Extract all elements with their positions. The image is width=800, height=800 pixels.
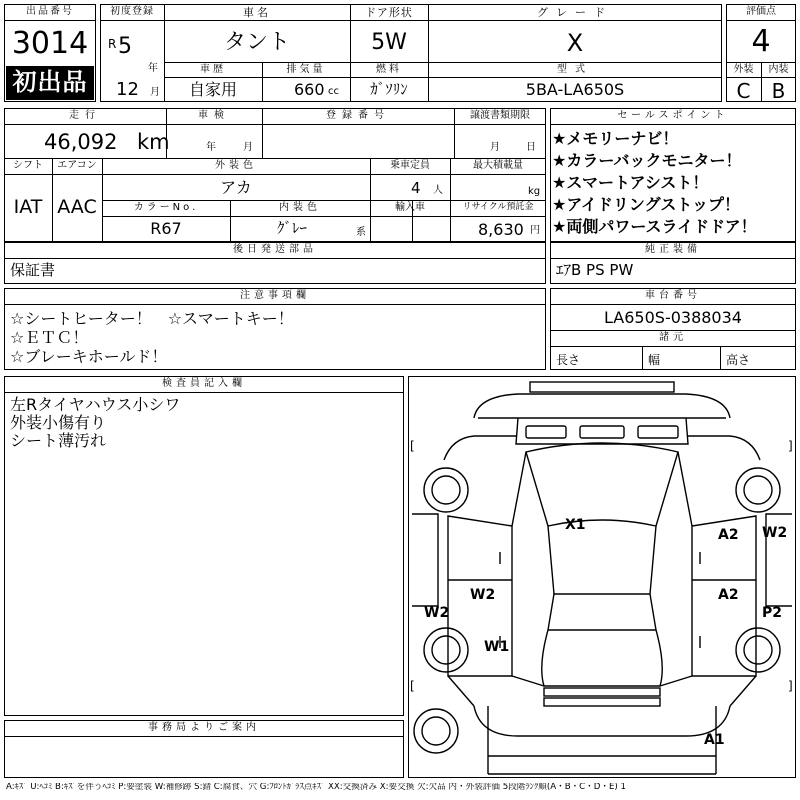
shift-label: シフト (13, 160, 43, 171)
ac-label: エアコン (57, 160, 97, 171)
color-label: 外装色 (215, 160, 257, 171)
inspector-label: 検査員記入欄 (162, 378, 246, 389)
capacity: 4 (411, 179, 421, 197)
year-unit: 年 (148, 63, 158, 74)
transfer-month: 月 (490, 142, 500, 153)
recycle-unit: 円 (530, 225, 540, 236)
int-grade: B (771, 79, 786, 103)
inspection-year: 年 (206, 142, 216, 153)
capacity-unit: 人 (433, 185, 443, 196)
damage-mark: X1 (565, 517, 586, 533)
displacement: 660 (294, 80, 325, 99)
transfer-day: 日 (526, 142, 536, 153)
mileage-unit: km (137, 130, 170, 154)
damage-mark: P2 (762, 605, 783, 621)
damage-mark: W1 (484, 639, 510, 655)
displacement-label: 排気量 (286, 64, 326, 75)
sales-point: ★スマートアシスト！ (552, 173, 709, 192)
sales-points-label: セールスポイント (617, 110, 729, 121)
fuel-label: 燃料 (376, 64, 402, 75)
caution-item: ☆ＥＴＣ！ (10, 328, 89, 347)
legend: A:ｷｽﾞ U:ﾍｺﾐ B:ｷｽﾞを伴うﾍｺﾐ P:要塗装 W:補修跡 S:錆 C:腐食、穴 G:ﾌﾛﾝﾄｶﾞﾗｽ点ｷｽﾞ XX:交換済み X:要交換 欠:欠品 内・外装評価 5段階ﾗﾝｸ順(A・B・C・D・E) 1 (6, 783, 626, 792)
bracket-right-2: ] (788, 679, 793, 693)
mileage: 46,092 (44, 130, 118, 154)
bracket-right: ] (788, 439, 793, 453)
grade-label: グレード (537, 6, 613, 19)
ext-grade: C (736, 79, 751, 103)
interior-label: 内装色 (279, 202, 321, 213)
genuine-value: ｴｱB PS PW (556, 261, 634, 279)
inspector-note: 外装小傷有り (10, 413, 107, 432)
lot-label: 出品番号 (26, 6, 74, 17)
sales-point: ★カラーバックモニター！ (552, 151, 742, 170)
load-unit: kg (528, 186, 541, 197)
ext-label: 外装 (733, 64, 754, 75)
month-unit: 月 (150, 87, 160, 98)
import-label: 輸入車 (395, 202, 425, 213)
dims-label: 諸元 (659, 332, 687, 343)
damage-mark: A1 (704, 732, 725, 748)
bracket-left: [ (410, 439, 415, 453)
damage-mark: W2 (762, 525, 788, 541)
caution-item: ☆シートヒーター！ ☆スマートキー！ (10, 309, 294, 328)
later-parts-label: 後日発送部品 (233, 244, 317, 255)
model-label: 型式 (557, 64, 593, 75)
recycle-label: リサイクル預託金 (462, 202, 534, 212)
damage-mark: A2 (718, 527, 739, 543)
grade: X (566, 29, 584, 57)
width-label: 幅 (648, 353, 661, 367)
damage-mark: W2 (424, 605, 450, 621)
color-no: R67 (150, 219, 182, 238)
era: R (108, 37, 117, 51)
office-label: 事務局よりご案内 (148, 722, 260, 733)
displacement-unit: cc (328, 86, 339, 97)
reg-label: 初度登録 (110, 6, 154, 17)
door-type: 5W (371, 30, 407, 55)
score-label: 評価点 (746, 6, 776, 17)
caution-item: ☆ブレーキホールド！ (10, 347, 168, 366)
score: 4 (751, 24, 771, 59)
damage-mark: W2 (470, 587, 496, 603)
transfer-label: 譲渡書類期限 (470, 110, 530, 121)
reg-month: 12 (116, 79, 139, 100)
mileage-label: 走行 (69, 110, 101, 121)
ac: AAC (57, 196, 97, 218)
sales-point: ★アイドリングストップ！ (552, 195, 740, 214)
height-label: 高さ (726, 353, 751, 367)
fuel: ｶﾞｿﾘﾝ (370, 80, 408, 98)
car-diagram (408, 376, 796, 778)
shift: IAT (13, 196, 43, 218)
length-label: 長さ (556, 353, 581, 367)
sales-point: ★両側パワースライドドア！ (552, 217, 757, 236)
chassis-number: LA650S-0388034 (604, 308, 742, 327)
capacity-label: 乗車定員 (390, 160, 430, 171)
caution-label: 注意事項欄 (240, 290, 310, 301)
regno-label: 登録番号 (326, 110, 390, 121)
bracket-left-2: [ (410, 679, 415, 693)
color-no-label: カラーNo. (133, 202, 199, 213)
genuine-label: 純正装備 (645, 244, 701, 255)
door-label: ドア形状 (365, 6, 413, 19)
damage-mark: A2 (718, 587, 739, 603)
sales-point: ★メモリーナビ！ (552, 129, 679, 148)
interior-unit: 系 (356, 227, 366, 238)
history: 自家用 (188, 80, 237, 99)
inspector-note: 左Rタイヤハウス小シワ (10, 395, 181, 414)
inspection-month: 月 (243, 142, 253, 153)
name-label: 車名 (243, 6, 271, 19)
first-listing-text: 初出品 (12, 68, 88, 96)
int-label: 内装 (768, 64, 789, 75)
color: アカ (220, 178, 252, 197)
model-code: 5BA-LA650S (525, 80, 625, 99)
car-name: タント (223, 30, 290, 55)
inspector-note: シート薄汚れ (10, 431, 107, 450)
recycle-fee: 8,630 (478, 220, 524, 239)
load-label: 最大積載量 (473, 160, 523, 171)
chassis-label: 車台番号 (645, 290, 701, 301)
interior-color: ｸﾞﾚｰ (276, 219, 307, 237)
history-label: 車歴 (200, 64, 226, 75)
reg-year: 5 (118, 34, 132, 59)
inspection-label: 車検 (198, 110, 230, 121)
lot-number: 3014 (11, 26, 89, 61)
later-parts-value: 保証書 (10, 261, 56, 279)
